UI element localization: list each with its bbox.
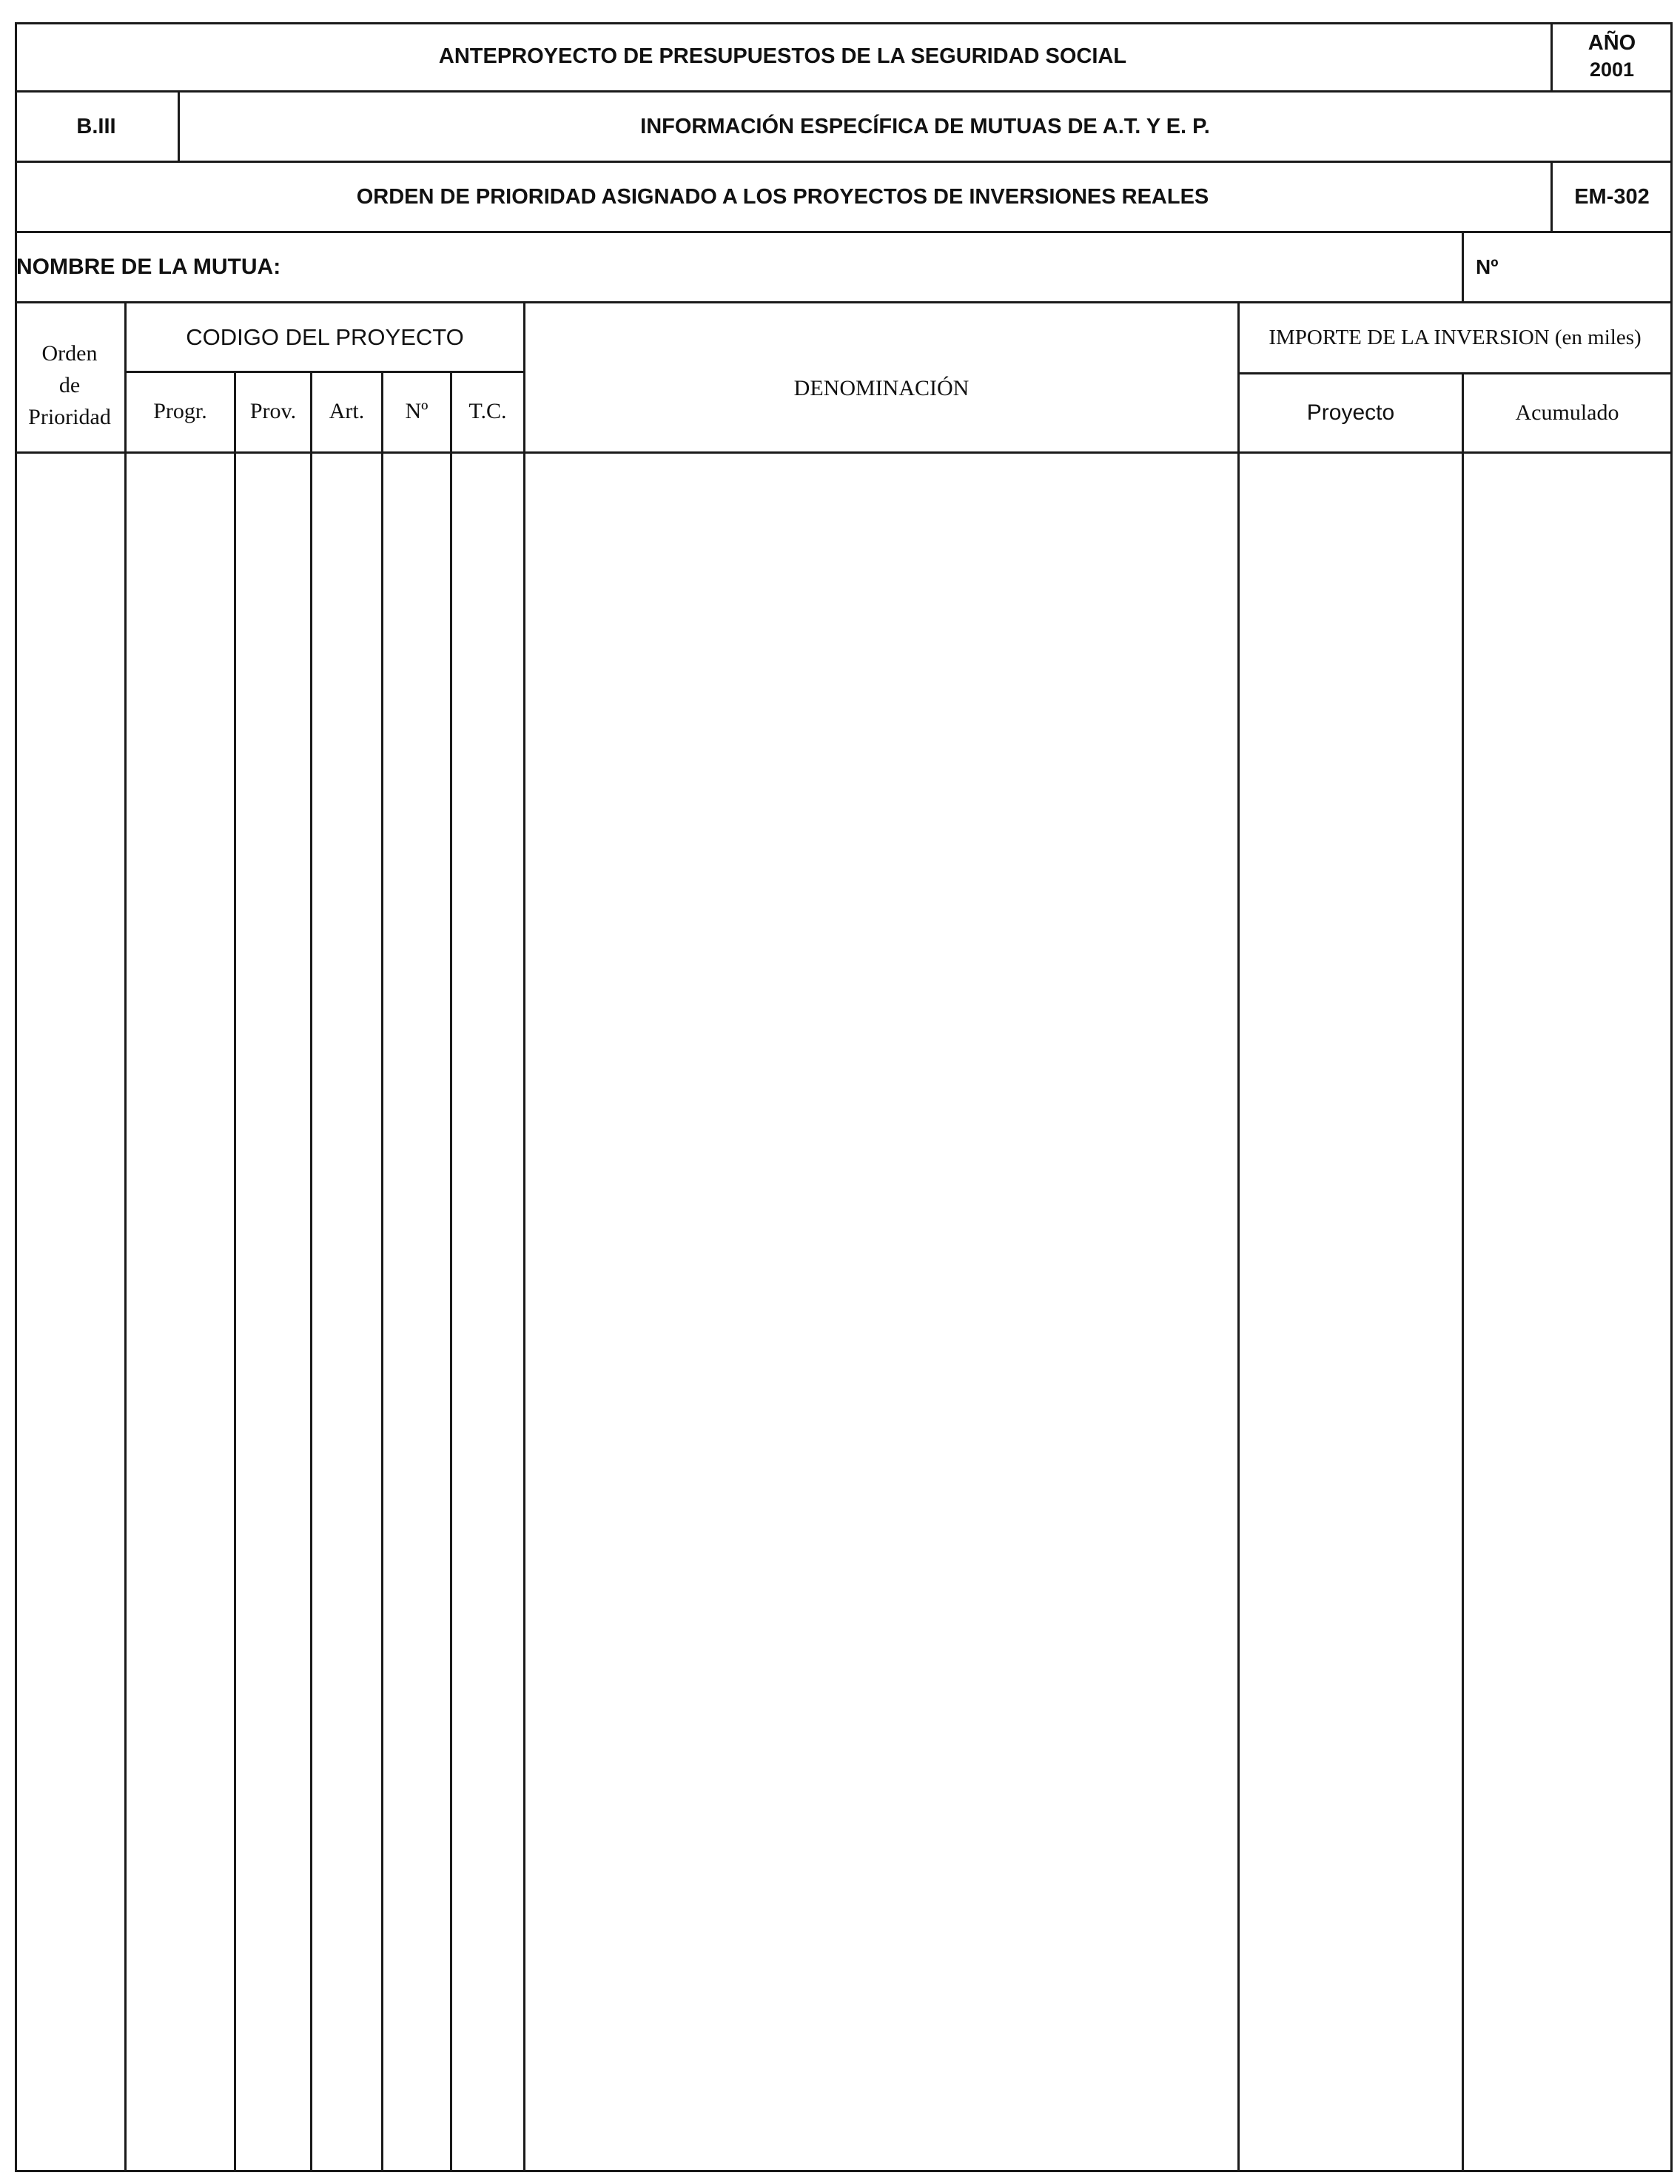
budget-form [15,22,1673,2172]
order-header-line2: de [58,372,81,397]
codigo-col-prov: Prov. [249,399,297,423]
importe-col-acumulado: Acumulado [1515,400,1619,425]
codigo-col-art: Art. [329,399,365,423]
order-header-line3: Prioridad [28,404,111,429]
year-label: AÑO [1587,31,1636,55]
denominacion-header: DENOMINACIÓN [793,376,970,400]
mutua-number-field[interactable]: Nº [1476,255,1499,278]
form-code: EM-302 [1574,184,1650,209]
year-value: 2001 [1589,58,1635,81]
order-header [15,303,124,451]
page-title: ANTEPROYECTO DE PRESUPUESTOS DE LA SEGURIDAD SOCIAL [438,44,1127,68]
importe-header: IMPORTE DE LA INVERSION (en miles) [1269,325,1642,349]
mutua-name-field[interactable]: NOMBRE DE LA MUTUA: [16,255,281,279]
codigo-col-no: Nº [405,399,429,423]
data-entry-area[interactable] [17,454,1670,2170]
codigo-header: CODIGO DEL PROYECTO [186,324,464,350]
importe-col-proyecto: Proyecto [1306,400,1395,425]
border-bottom [15,2170,1673,2172]
codigo-col-tc: T.C. [468,399,507,423]
border-right [1670,22,1673,2172]
codigo-col-progr: Progr. [153,399,207,423]
section-title: INFORMACIÓN ESPECÍFICA DE MUTUAS DE A.T. Y E. P. [640,114,1210,138]
form-title: ORDEN DE PRIORIDAD ASIGNADO A LOS PROYECTOS DE INVERSIONES REALES [356,184,1209,209]
year-box [1553,22,1671,90]
section-code: B.III [76,114,116,138]
order-header-line1: Orden [41,340,98,366]
